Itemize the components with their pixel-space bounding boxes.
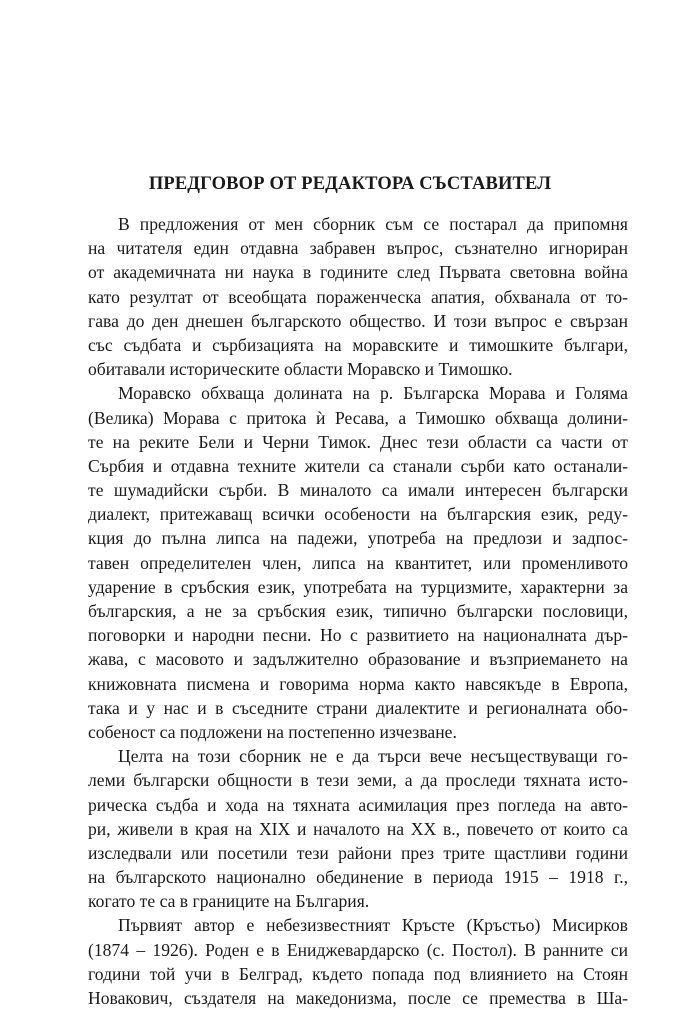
text-line: те на реките Бели и Черни Тимок. Днес тези области са части от: [88, 431, 628, 452]
text-line: (Велика) Морава с притока ѝ Ресава, а Тимошко обхваща долини-: [88, 407, 628, 428]
text-line: години той учи в Белград, където попада под влиянието на Стоян: [88, 963, 628, 984]
text-line: диалект, притежаващ всички особености на българския език, реду-: [88, 504, 628, 525]
text-line: те шумадийски сърби. В миналото са имали интересен български: [88, 480, 628, 501]
text-line: изследвали или посетили тези райони през трите щастливи години: [88, 842, 628, 863]
text-line: на българското национално обединение в периода 1915 – 1918 г.,: [88, 867, 628, 888]
text-line: поговорки и народни песни. Но с развитието на националната дър-: [88, 625, 628, 646]
text-line: жава, с масовото и задължително образование и възприемането на: [88, 649, 628, 670]
text-line: Първият автор е небезизвестният Кръсте (Кръстьо) Мисирков: [118, 915, 628, 936]
text-line: гава до ден днешен българското общество. И този въпрос е свързан: [88, 310, 628, 331]
text-line: ри, живели в края на XIX и началото на XX в., повечето от които са: [88, 818, 628, 839]
text-line: собеност са подложени на постепенно изчезване.: [88, 721, 457, 742]
text-line: леми български общности в тези земи, а да проследи тяхната исто-: [88, 770, 628, 791]
text-line: Моравско обхваща долината на р. Българска Морава и Голяма: [118, 383, 628, 404]
text-line: ударение в сръбския език, употребата на турцизмите, характерни за: [88, 576, 628, 597]
page-title: ПРЕДГОВОР ОТ РЕДАКТОРА СЪСТАВИТЕЛ: [148, 174, 552, 194]
text-line: като резултат от всеобщата пораженческа апатия, обхванала от то-: [88, 286, 628, 307]
text-line: книжовната писмена и говорима норма както навсякъде в Европа,: [88, 673, 628, 694]
text-line: Целта на този сборник не е да търси вече несъществуващи го-: [118, 746, 628, 767]
text-line: когато те са в границите на България.: [88, 891, 370, 912]
text-line: кция до пълна липса на падежи, употреба на предлози и задпос-: [88, 528, 628, 549]
text-line: със съдбата и сърбизацията на моравските и тимошките българи,: [88, 334, 628, 355]
body-text: [88, 212, 628, 1010]
text-line: обитавали историческите области Моравско и Тимошко.: [88, 359, 513, 380]
text-line: Новакович, създателя на македонизма, после се премества в Ша-: [88, 988, 628, 1008]
text-line: така и у нас и в съседните страни диалектите и регионалната обо-: [88, 697, 628, 718]
text-line: В предложения от мен сборник съм се постарал да припомня: [118, 214, 628, 234]
text-line: рическа съдба и хода на тяхната асимилация през погледа на авто-: [88, 794, 628, 815]
text-line: тавен определителен член, липса на квантитет, или променливото: [88, 552, 628, 573]
text-line: (1874 – 1926). Роден е в Ениджевардарско (с. Постол). В ранните си: [88, 939, 628, 960]
text-line: българския, а не за сръбския език, типично български пословици,: [88, 601, 628, 621]
text-line: Сърбия и отдавна техните жители са станали сърби като останали-: [88, 455, 628, 476]
text-line: от академичната ни наука в годините след Първата световна война: [88, 262, 628, 283]
text-line: на читателя един отдавна забравен въпрос, съзнателно игнориран: [88, 238, 628, 259]
